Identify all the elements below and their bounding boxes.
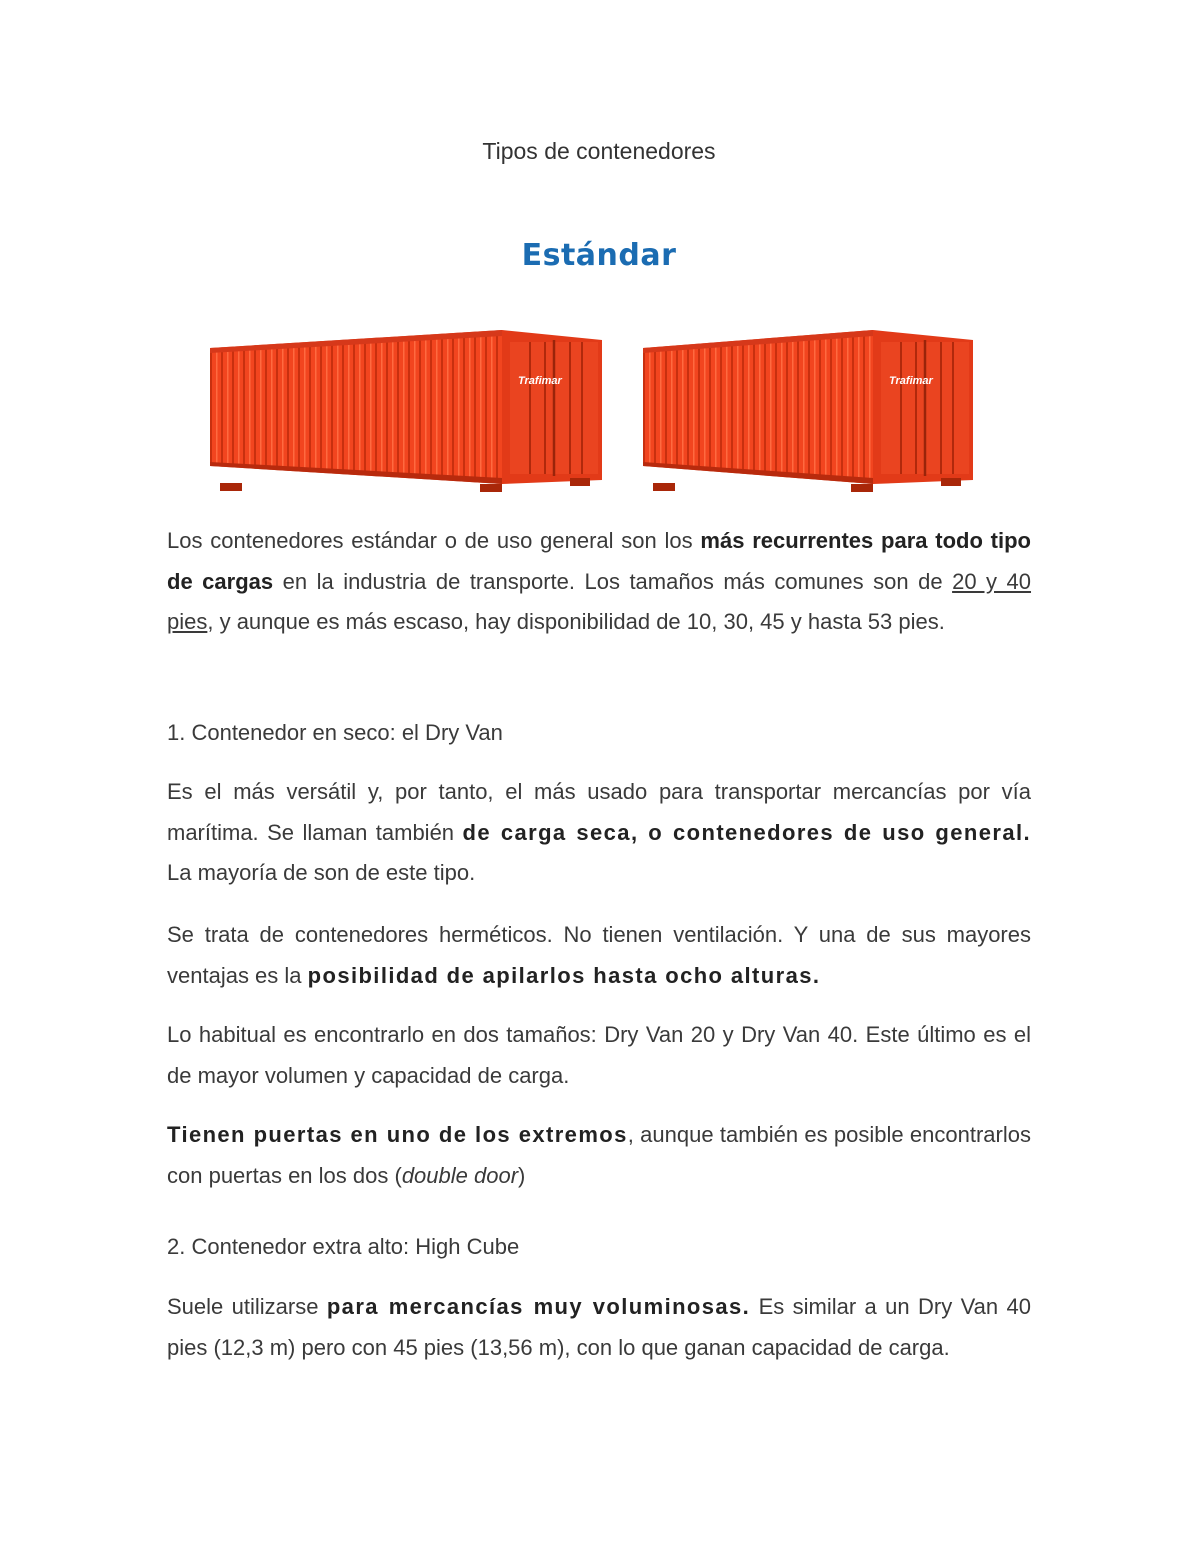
section1-paragraph-1: Es el más versátil y, por tanto, el más usado para transportar mercancías por vía marítima. Se llaman también de carga seca, o contenedores de uso general. La mayoría de son de este tipo. — [167, 779, 1031, 885]
section1-paragraph-2: Se trata de contenedores herméticos. No tienen ventilación. Y una de sus mayores ventajas es la posibilidad de apilarlos hasta ocho alturas. — [167, 922, 1031, 988]
container-brand-label: Trafimar — [518, 375, 562, 387]
container-image-left — [210, 326, 605, 494]
section2-paragraph-1: Suele utilizarse para mercancías muy voluminosas. Es similar a un Dry Van 40 pies (12,3 m) pero con 45 pies (13,56 m), con lo que ganan capacidad de carga. — [167, 1294, 1031, 1360]
document-title: Tipos de contenedores — [482, 138, 716, 164]
section1-paragraph-4: Tienen puertas en uno de los extremos, aunque también es posible encontrarlos con puertas en los dos (double door) — [167, 1122, 1031, 1188]
section-heading: Estándar — [521, 238, 677, 273]
intro-paragraph: Los contenedores estándar o de uso general son los más recurrentes para todo tipo de cargas en la industria de transporte. Los tamaños más comunes son de 20 y 40 pies, y aunque es más escaso, hay disponibilidad de 10, 30, 45 y hasta 53 pies. — [167, 528, 1032, 634]
intro-bold: más recurrentes para todo tipo de cargas — [167, 528, 1031, 594]
section2-title: 2. Contenedor extra alto: High Cube — [167, 1234, 520, 1259]
container-images — [210, 326, 1030, 496]
intro-underline: 20 y 40 pies — [167, 568, 1032, 634]
container-image-right — [643, 326, 1038, 494]
container-brand-label: Trafimar — [889, 375, 933, 387]
section1-title: 1. Contenedor en seco: el Dry Van — [167, 720, 503, 745]
section1-paragraph-3: Lo habitual es encontrarlo en dos tamaños: Dry Van 20 y Dry Van 40. Este último es el de mayor volumen y capacidad de carga. — [167, 1022, 1031, 1088]
